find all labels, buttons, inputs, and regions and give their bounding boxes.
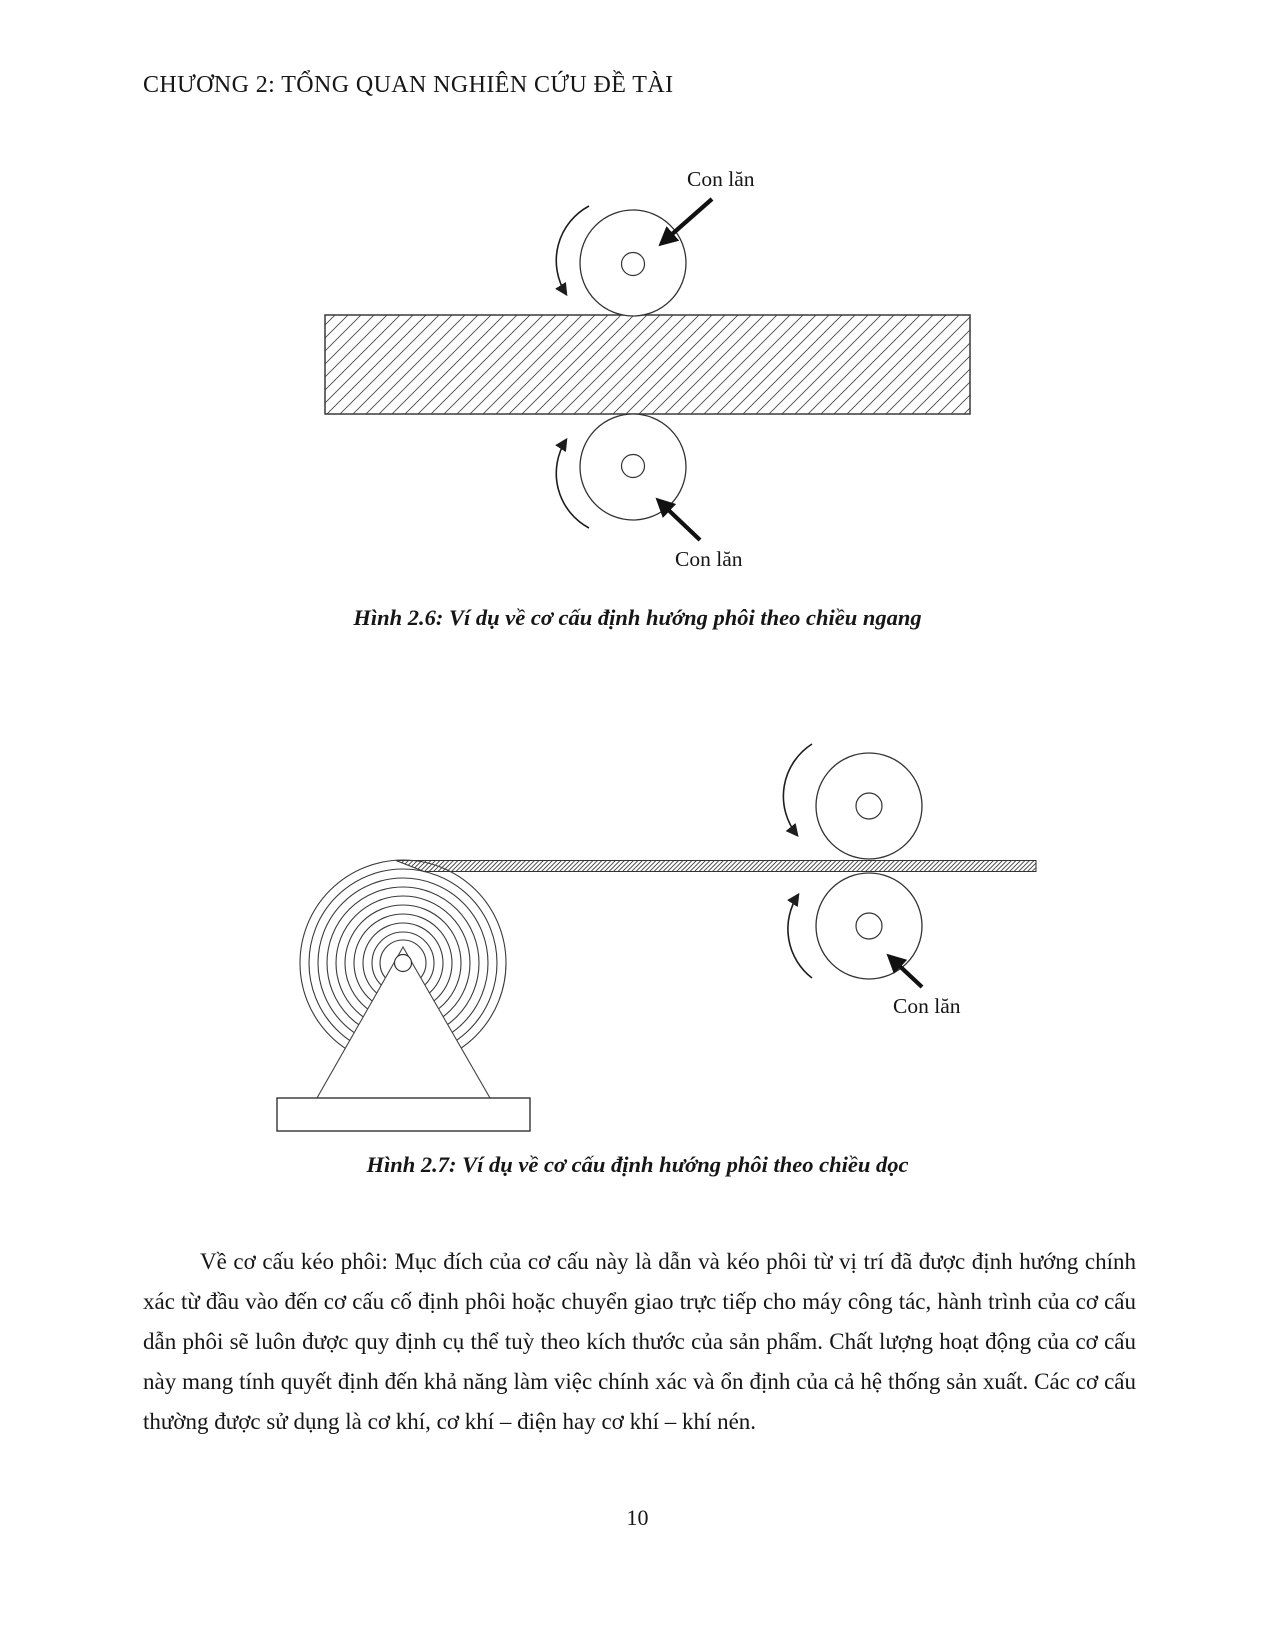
chapter-header: CHƯƠNG 2: TỔNG QUAN NGHIÊN CỨU ĐỀ TÀI (143, 72, 674, 98)
roller-label-bottom: Con lăn (675, 547, 743, 571)
roller-label-top: Con lăn (687, 167, 755, 191)
workpiece-bar (325, 315, 970, 414)
bottom-roller (580, 414, 686, 520)
body-paragraph: Về cơ cấu kéo phôi: Mục đích của cơ cấu này là dẫn và kéo phôi từ vị trí đã được định hướng chính xác từ đầu vào đến cơ cấu cố định phôi hoặc chuyển giao trực tiếp cho máy công tác, hành trình của cơ cấu dẫn phôi sẽ luôn được quy định cụ thể tuỳ theo kích thước của sản phẩm. Chất lượng hoạt động của cơ cấu này mang tính quyết định đến khả năng làm việc chính xác và ổn định của cả hệ thống sản xuất. Các cơ cấu thường được sử dụng là cơ khí, cơ khí – điện hay cơ khí – khí nén. (143, 1249, 1136, 1434)
page-number: 10 (626, 1505, 649, 1530)
figure-2-7-diagram (250, 690, 1060, 1140)
figure-2-7-caption: Hình 2.7: Ví dụ về cơ cấu định hướng phôi theo chiều dọc (366, 1152, 909, 1177)
upper-feed-roller (816, 753, 922, 859)
top-roller (580, 210, 686, 316)
figure-2-6-caption: Hình 2.6: Ví dụ về cơ cấu định hướng phôi theo chiều ngang (353, 605, 922, 630)
label-arrow-icon (659, 501, 700, 540)
rotation-arrow-icon (783, 744, 812, 835)
coil-axle (395, 955, 412, 972)
stand-base (277, 1098, 530, 1131)
figure-2-6-diagram (280, 140, 1000, 580)
label-arrow-icon (662, 199, 712, 243)
roller-label: Con lăn (893, 994, 961, 1018)
rotation-arrow-icon (788, 895, 812, 978)
lower-feed-roller (816, 873, 922, 979)
material-strip (396, 861, 1036, 872)
